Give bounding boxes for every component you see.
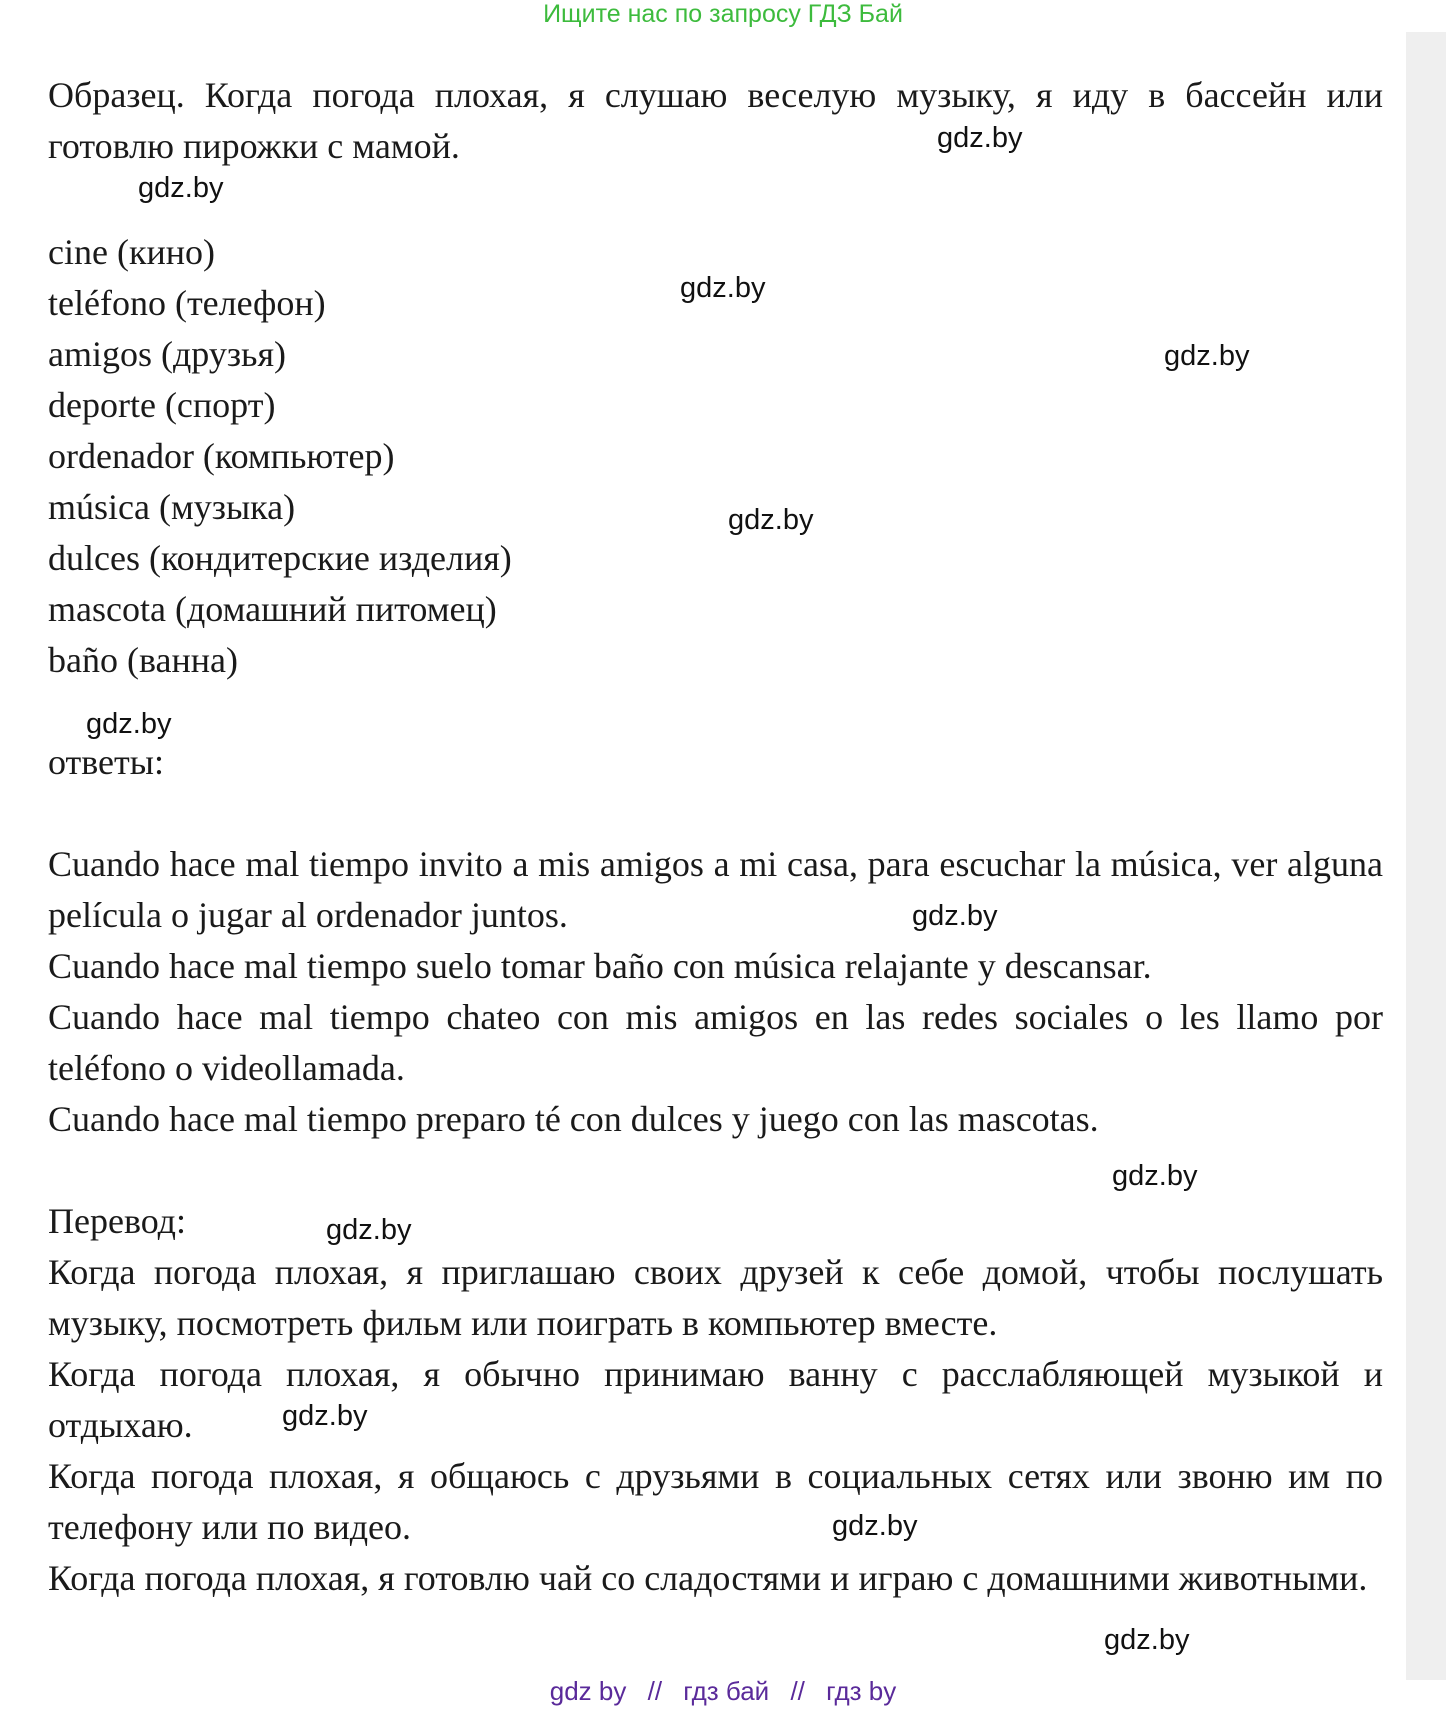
watermark: gdz.by	[937, 122, 1023, 154]
translation-paragraph: Когда погода плохая, я общаюсь с друзьями в социальных сетях или звоню им по телефону или по видео.	[48, 1456, 1383, 1547]
word-item: deporte (спорт)	[48, 385, 276, 425]
translation-heading: Перевод:	[48, 1201, 186, 1241]
answer-paragraph: Cuando hace mal tiempo suelo tomar baño con música relajante y descansar.	[48, 946, 1152, 986]
footer-link[interactable]: гдз бай	[683, 1676, 770, 1706]
translation-paragraph: Когда погода плохая, я приглашаю своих друзей к себе домой, чтобы послушать музыку, посмотреть фильм или поиграть в компьютер вместе.	[48, 1252, 1383, 1343]
footer-link[interactable]: gdz by	[549, 1676, 627, 1706]
word-item: cine (кино)	[48, 232, 215, 272]
answers-block	[48, 839, 1383, 1145]
watermark: gdz.by	[680, 272, 766, 304]
footer	[0, 1676, 1446, 1706]
footer-link[interactable]: гдз by	[826, 1676, 897, 1706]
watermark: gdz.by	[1164, 340, 1250, 372]
watermark: gdz.by	[1104, 1624, 1190, 1656]
word-item: ordenador (компьютер)	[48, 436, 395, 476]
word-item: amigos (друзья)	[48, 334, 287, 374]
watermark: gdz.by	[326, 1214, 412, 1246]
watermark: gdz.by	[86, 708, 172, 740]
word-item: mascota (домашний питомец)	[48, 589, 497, 629]
word-item: teléfono (телефон)	[48, 283, 326, 323]
answer-paragraph: Cuando hace mal tiempo invito a mis amigos a mi casa, para escuchar la música, ver alguna película o jugar al ordenador juntos.	[48, 844, 1383, 935]
scrollbar-track[interactable]	[1406, 32, 1446, 1680]
word-item: dulces (кондитерские изделия)	[48, 538, 512, 578]
answer-paragraph: Cuando hace mal tiempo preparo té con dulces y juego con las mascotas.	[48, 1099, 1099, 1139]
watermark: gdz.by	[282, 1400, 368, 1432]
watermark: gdz.by	[832, 1510, 918, 1542]
word-item: música (музыка)	[48, 487, 296, 527]
watermark: gdz.by	[912, 900, 998, 932]
translation-block	[48, 1247, 1383, 1604]
translation-paragraph: Когда погода плохая, я обычно принимаю ванну с расслабляющей музыкой и отдыхаю.	[48, 1354, 1383, 1445]
answer-paragraph: Cuando hace mal tiempo chateo con mis amigos en las redes sociales o les llamo por teléfono o videollamada.	[48, 997, 1383, 1088]
footer-separator: //	[647, 1676, 663, 1706]
watermark: gdz.by	[1112, 1160, 1198, 1192]
word-item: baño (ванна)	[48, 640, 238, 680]
answers-heading: ответы:	[48, 742, 164, 782]
footer-separator: //	[790, 1676, 805, 1706]
translation-paragraph: Когда погода плохая, я готовлю чай со сладостями и играю с домашними животными.	[48, 1558, 1368, 1598]
watermark: gdz.by	[138, 172, 224, 204]
sample-paragraph: Образец. Когда погода плохая, я слушаю веселую музыку, я иду в бассейн или готовлю пирожки с мамой.	[48, 75, 1383, 166]
top-banner: Ищите нас по запросу ГДЗ Бай	[543, 0, 903, 28]
watermark: gdz.by	[728, 504, 814, 536]
